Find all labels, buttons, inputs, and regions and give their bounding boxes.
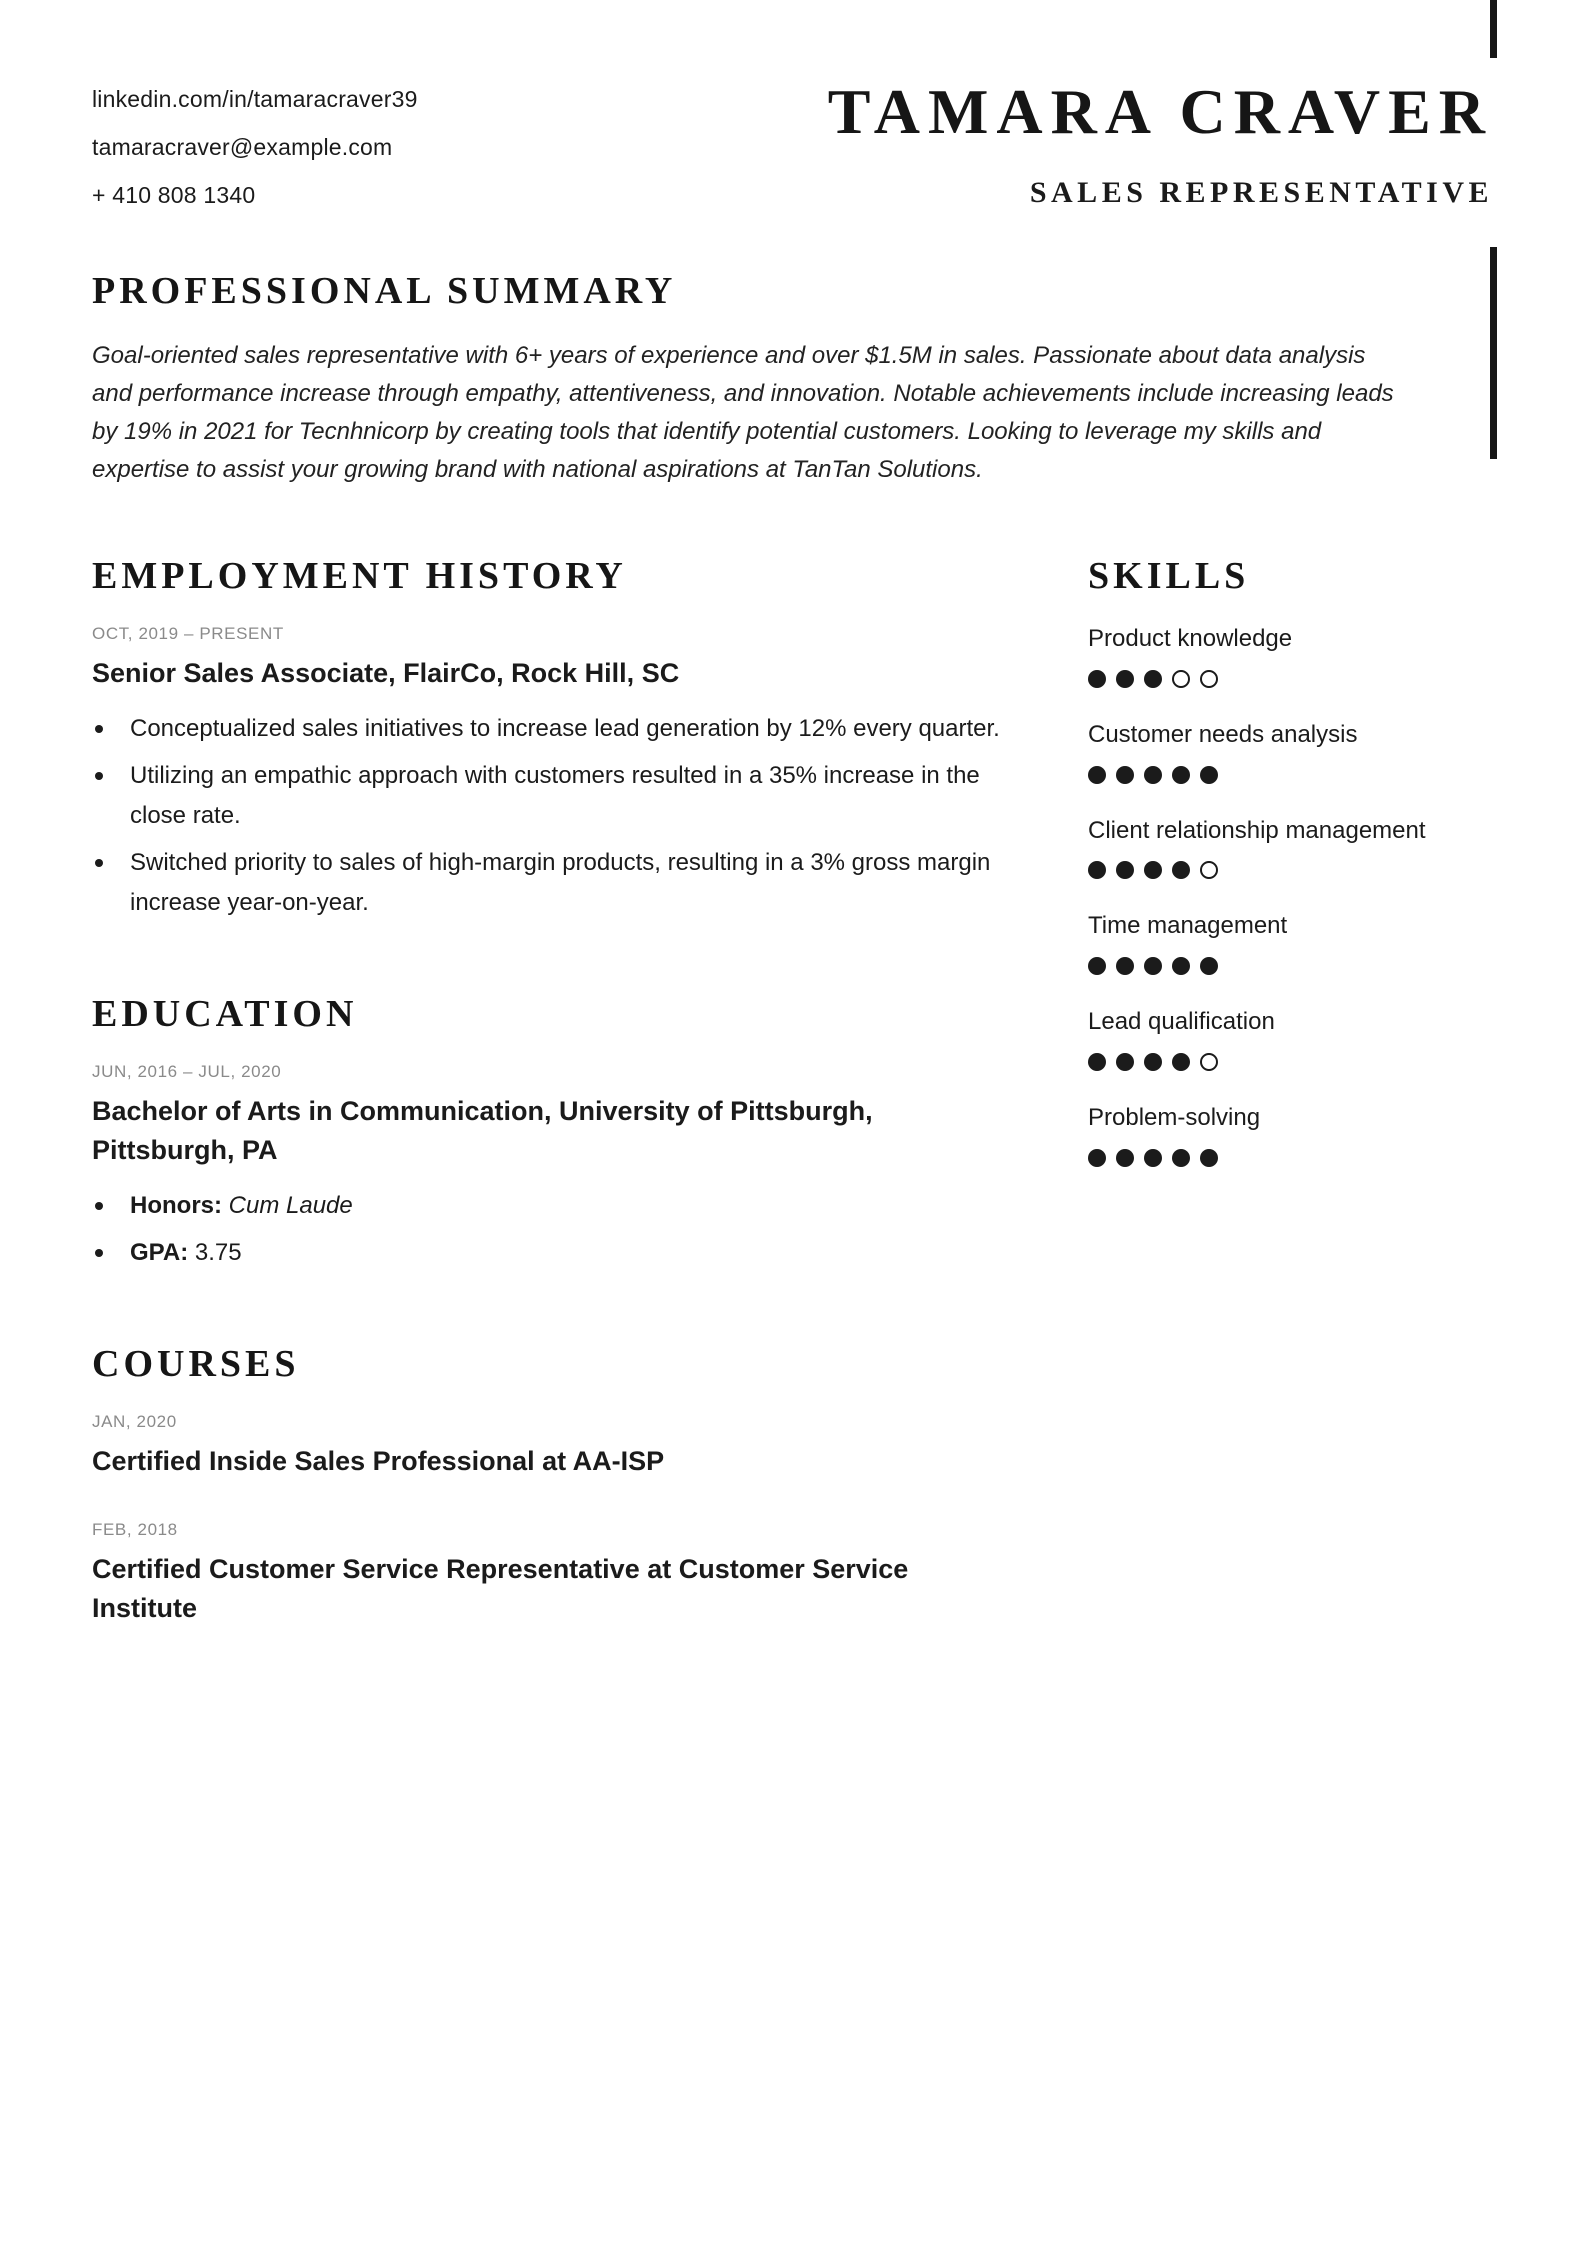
skill-rating [1088, 1149, 1493, 1167]
job-title-line: Senior Sales Associate, FlairCo, Rock Hill, SC [92, 658, 680, 688]
rating-dot-filled [1172, 766, 1190, 784]
decorative-rule-top [1490, 0, 1497, 58]
summary-text: Goal-oriented sales representative with 6+ years of experience and over $1.5M in sales. Passionate about data analysis and performance increase through empathy, attentiveness, and innovation. Notable achievements include increasing leads by 19% in 2021 for Tecnhnicorp by creating tools that identify potential customers. Looking to leverage my skills and expertise to assist your growing brand with national aspirations at TanTan Solutions. [92, 342, 1394, 483]
rating-dot-filled [1144, 766, 1162, 784]
education-dates: JUN, 2016 – JUL, 2020 [92, 1062, 282, 1082]
course-dates: FEB, 2018 [92, 1519, 178, 1539]
job-bullet: Conceptualized sales initiatives to increase lead generation by 12% every quarter. [92, 709, 1012, 749]
rating-dot-filled [1116, 1149, 1134, 1167]
rating-dot-filled [1116, 766, 1134, 784]
skill-item [1088, 1008, 1493, 1071]
summary-heading: PROFESSIONAL SUMMARY [92, 270, 677, 312]
education-degree: Bachelor of Arts in Communication, University of Pittsburgh, Pittsburgh, PA [92, 1096, 873, 1166]
course-dates: JAN, 2020 [92, 1412, 177, 1432]
skills-section [1088, 557, 1493, 1167]
job-dates: OCT, 2019 – PRESENT [92, 624, 284, 643]
courses-heading: COURSES [92, 1343, 300, 1386]
left-column [92, 557, 1012, 1700]
contact-email-link[interactable]: tamaracraver@example.com [92, 134, 393, 160]
education-section [92, 995, 1012, 1273]
education-detail-list [92, 1186, 1012, 1273]
rating-dot-filled [1088, 1149, 1106, 1167]
employment-section [92, 557, 1012, 923]
education-detail [92, 1186, 1012, 1226]
education-detail-label: GPA: [130, 1239, 189, 1267]
skill-name: Customer needs analysis [1088, 720, 1358, 748]
course-title: Certified Inside Sales Professional at AA-ISP [92, 1446, 665, 1477]
rating-dot-filled [1144, 1149, 1162, 1167]
rating-dot-filled [1200, 1149, 1218, 1167]
education-heading: EDUCATION [92, 993, 358, 1036]
skill-item [1088, 721, 1493, 784]
rating-dot-filled [1172, 1149, 1190, 1167]
skills-heading: SKILLS [1088, 555, 1250, 597]
rating-dot-filled [1088, 766, 1106, 784]
summary-section [92, 272, 1493, 489]
rating-dot-empty [1200, 1053, 1218, 1071]
employment-heading: EMPLOYMENT HISTORY [92, 555, 627, 597]
rating-dot-filled [1172, 957, 1190, 975]
skill-item [1088, 817, 1493, 880]
rating-dot-filled [1088, 861, 1106, 879]
rating-dot-empty [1200, 670, 1218, 688]
job-bullet-list [92, 709, 1012, 923]
skill-rating [1088, 670, 1493, 688]
rating-dot-filled [1116, 1053, 1134, 1071]
rating-dot-filled [1144, 1053, 1162, 1071]
skill-name: Client relationship management [1088, 816, 1426, 844]
course-title: Certified Customer Service Representative at Customer Service Institute [92, 1553, 909, 1623]
rating-dot-filled [1144, 670, 1162, 688]
skill-item [1088, 625, 1493, 688]
contact-block [92, 80, 418, 232]
rating-dot-empty [1172, 670, 1190, 688]
job-bullet: Utilizing an empathic approach with customers resulted in a 35% increase in the close rate. [92, 756, 1012, 836]
rating-dot-filled [1144, 957, 1162, 975]
contact-linkedin-link[interactable]: linkedin.com/in/tamaracraver39 [92, 86, 418, 112]
rating-dot-filled [1172, 1053, 1190, 1071]
skill-name: Product knowledge [1088, 625, 1293, 652]
rating-dot-filled [1144, 861, 1162, 879]
decorative-rule-summary [1490, 247, 1497, 459]
rating-dot-empty [1200, 861, 1218, 879]
rating-dot-filled [1200, 957, 1218, 975]
skill-name: Problem-solving [1088, 1103, 1261, 1131]
header [92, 0, 1493, 232]
education-detail-value: Cum Laude [228, 1192, 353, 1220]
identity-block [827, 76, 1493, 210]
education-detail [92, 1233, 1012, 1273]
skill-rating [1088, 861, 1493, 879]
rating-dot-filled [1088, 670, 1106, 688]
right-column [1088, 557, 1493, 1700]
courses-section [92, 1345, 1012, 1627]
education-detail-value: 3.75 [194, 1239, 242, 1267]
course-entry [92, 1412, 1012, 1481]
person-name: TAMARA CRAVER [827, 76, 1493, 147]
rating-dot-filled [1200, 766, 1218, 784]
contact-phone: + 410 808 1340 [92, 182, 256, 208]
skill-name: Lead qualification [1088, 1008, 1275, 1036]
main-columns [92, 557, 1493, 1700]
person-job-title: SALES REPRESENTATIVE [1029, 176, 1493, 209]
education-entry [92, 1062, 1012, 1273]
rating-dot-filled [1088, 1053, 1106, 1071]
skill-rating [1088, 1053, 1493, 1071]
rating-dot-filled [1088, 957, 1106, 975]
skill-rating [1088, 766, 1493, 784]
education-detail-label: Honors: [130, 1192, 222, 1220]
skill-rating [1088, 957, 1493, 975]
rating-dot-filled [1116, 670, 1134, 688]
course-entry [92, 1520, 1012, 1628]
rating-dot-filled [1116, 957, 1134, 975]
rating-dot-filled [1116, 861, 1134, 879]
job-bullet: Switched priority to sales of high-margin products, resulting in a 3% gross margin increase year-on-year. [92, 843, 1012, 923]
job-entry [92, 624, 1012, 923]
rating-dot-filled [1172, 861, 1190, 879]
skill-item [1088, 912, 1493, 975]
skill-name: Time management [1088, 912, 1288, 940]
skill-item [1088, 1104, 1493, 1167]
